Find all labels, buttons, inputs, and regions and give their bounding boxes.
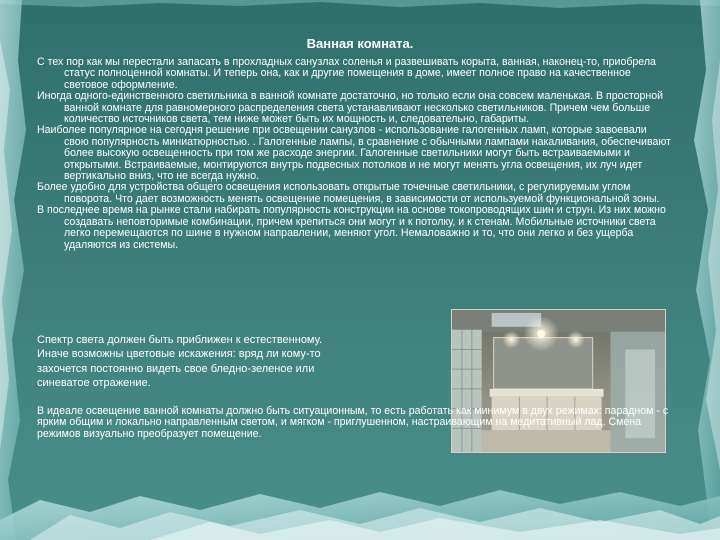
paragraph: Иногда одного-единственного светильника в ванной комнате достаточно, но только если она совсем маленькая. В просторной ванной комнате для равномерного распределения света устанавливают несколько светильников. Причем чем больше количество источников света, тем ниже может быть их мощность и, следовательно, габариты.	[37, 90, 664, 126]
paragraph: Более удобно для устройства общего освещения использовать открытые точечные светильники, с регулируемым углом поворота. Что дает возможность менять освещение помещения, в зависимости от используемой функциональной зоны.	[37, 181, 660, 205]
paragraph: С тех пор как мы перестали запасать в прохладных санузлах соленья и развешивать корыта, ванная, наконец-то, приобрела статус полноценной комнаты. И теперь она, как и другие помещения в доме, имеет полное право на качественное световое оформление.	[37, 56, 656, 91]
slide-title: Ванная комната.	[306, 36, 414, 51]
final-paragraph: В идеале освещение ванной комнаты должно быть ситуационным, то есть работать как минимум в двух режимах: парадном - с ярким общим и локально направленным светом, и мягком - приглушенном, настраивающим на медитативный лад. Смена режимов визуально преобразует помещение.	[37, 405, 669, 440]
paragraph: Наиболее популярное на сегодня решение при освещении санузлов - использование галогенных ламп, которые завоевали свою популярность миниатюрностью. . Галогенные лампы, в сравнение с обычными лампами накаливания, обеспечивают более высокую освещенность при том же расходе энергии. Галогенные светильники могут быть встраиваемыми и открытыми. Встраиваемые, монтируются внутрь подвесных потолков и не могут менять угла освещения, их луч идет вертикально вниз, что не всегда нужно.	[37, 124, 671, 183]
spectrum-line: Спектр света должен быть приближен к естественному.	[37, 334, 323, 346]
main-text	[37, 57, 673, 251]
spectrum-note	[37, 333, 397, 390]
paragraph: В последнее время на рынке стали набирать популярность конструкции на основе токопроводящих шин и струн. Из них можно создавать неповторимые комбинации, причем крепиться они могут и к потолку, и к стенам. Мобильные источники света легко перемещаются по шине в нужном направлении, меняют угол. Немаловажно и то, что они легко и без ущерба удаляются из системы.	[37, 204, 666, 251]
spectrum-line: Иначе возможны цветовые искажения: вряд ли кому-то	[37, 348, 321, 361]
spectrum-line: захочется постоянно видеть свое бледно-зеленое или	[37, 362, 315, 375]
spectrum-line: синеватое отражение.	[37, 376, 151, 389]
